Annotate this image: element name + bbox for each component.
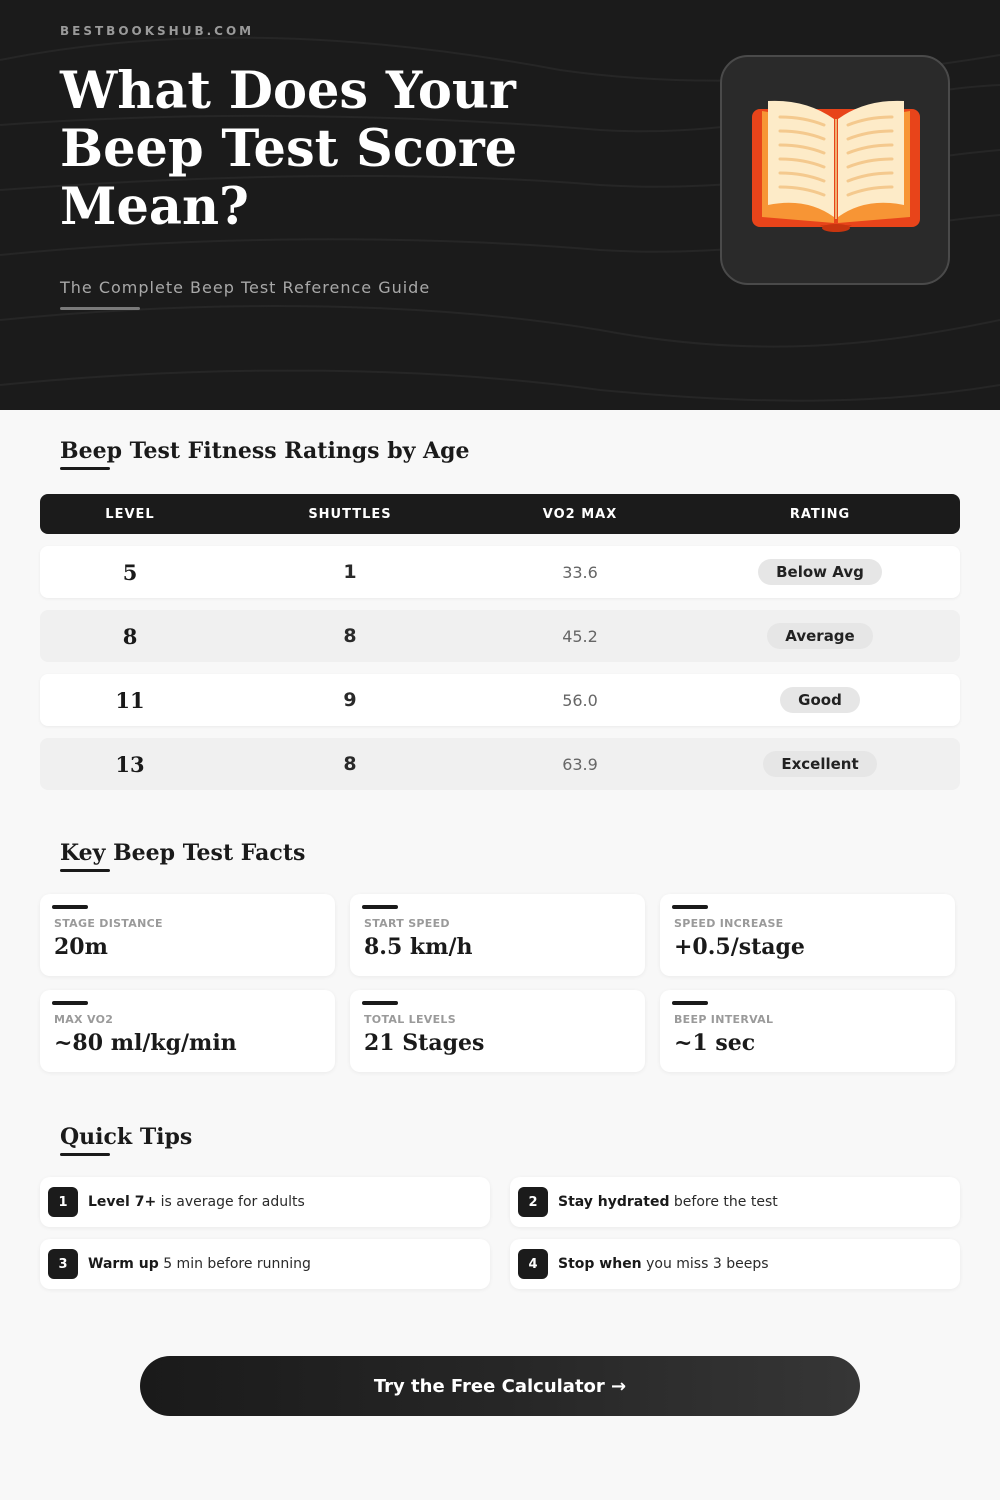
tip-item: [510, 1239, 960, 1289]
rating-badge: Average: [767, 623, 872, 649]
ratings-section-title: Beep Test Fitness Ratings by Age: [60, 438, 470, 464]
rating-badge: Good: [780, 687, 860, 713]
fact-label: MAX VO2: [54, 1013, 114, 1026]
cell-vo2: 45.2: [562, 626, 598, 646]
tip-number-badge: 1: [48, 1187, 78, 1217]
hero-banner: [0, 0, 1000, 410]
tip-item: [40, 1177, 490, 1227]
fact-card-beep-interval: [660, 990, 955, 1072]
table-row: [40, 610, 960, 662]
free-calculator-button[interactable]: Try the Free Calculator →: [140, 1356, 860, 1416]
fact-accent-bar: [672, 1001, 708, 1005]
section-title-underline: [60, 869, 110, 872]
header-level: LEVEL: [105, 506, 155, 522]
fact-accent-bar: [52, 905, 88, 909]
fact-label: START SPEED: [364, 917, 450, 930]
cell-shuttles: 8: [343, 625, 357, 647]
site-brand: BESTBOOKSHUB.COM: [60, 24, 255, 38]
tip-rest: is average for adults: [156, 1194, 305, 1210]
cell-level: 5: [122, 559, 138, 585]
fact-card-stage-distance: [40, 894, 335, 976]
cell-vo2: 56.0: [562, 690, 598, 710]
rating-badge: Below Avg: [758, 559, 882, 585]
fact-card-speed-increase: [660, 894, 955, 976]
section-title-underline: [60, 467, 110, 470]
cell-level: 8: [122, 623, 138, 649]
table-row: [40, 674, 960, 726]
open-book-icon: [750, 97, 922, 237]
tip-text: [558, 1256, 769, 1272]
fact-accent-bar: [52, 1001, 88, 1005]
fact-value: 8.5 km/h: [364, 934, 473, 960]
fact-value: +0.5/stage: [674, 934, 805, 960]
page-title: What Does Your Beep Test Score Mean?: [60, 61, 518, 237]
tip-highlight: Stay hydrated: [558, 1194, 670, 1210]
fact-card-total-levels: [350, 990, 645, 1072]
table-row: [40, 738, 960, 790]
fact-label: TOTAL LEVELS: [364, 1013, 456, 1026]
tip-rest: 5 min before running: [158, 1256, 311, 1272]
cell-shuttles: 9: [343, 689, 357, 711]
fact-accent-bar: [672, 905, 708, 909]
fact-value: ~80 ml/kg/min: [54, 1030, 237, 1056]
tip-number-badge: 3: [48, 1249, 78, 1279]
cell-level: 11: [115, 687, 145, 713]
cell-vo2: 33.6: [562, 562, 598, 582]
tip-highlight: Stop when: [558, 1256, 642, 1272]
subtitle-underline: [60, 307, 140, 310]
fact-card-max-vo2: [40, 990, 335, 1072]
tip-rest: before the test: [669, 1194, 778, 1210]
tip-item: [510, 1177, 960, 1227]
cell-vo2: 63.9: [562, 754, 598, 774]
fact-label: SPEED INCREASE: [674, 917, 784, 930]
fact-accent-bar: [362, 1001, 398, 1005]
cell-shuttles: 8: [343, 753, 357, 775]
fact-card-start-speed: [350, 894, 645, 976]
rating-badge: Excellent: [763, 751, 876, 777]
tip-text: [88, 1256, 311, 1272]
page-subtitle: The Complete Beep Test Reference Guide: [60, 278, 431, 297]
tip-highlight: Level 7+: [88, 1194, 157, 1210]
header-shuttles: SHUTTLES: [308, 506, 392, 522]
tip-number-badge: 4: [518, 1249, 548, 1279]
tip-text: [88, 1194, 305, 1210]
fact-value: ~1 sec: [674, 1030, 756, 1056]
fact-accent-bar: [362, 905, 398, 909]
book-icon-tile: [720, 55, 950, 285]
tip-highlight: Warm up: [88, 1256, 159, 1272]
ratings-table-header: [40, 494, 960, 534]
tip-item: [40, 1239, 490, 1289]
fact-value: 21 Stages: [364, 1030, 485, 1056]
tip-number-badge: 2: [518, 1187, 548, 1217]
table-row: [40, 546, 960, 598]
facts-section-title: Key Beep Test Facts: [60, 840, 306, 866]
tip-rest: you miss 3 beeps: [641, 1256, 769, 1272]
fact-value: 20m: [54, 934, 108, 960]
section-title-underline: [60, 1153, 110, 1156]
header-rating: RATING: [789, 506, 851, 522]
cell-shuttles: 1: [343, 561, 357, 583]
fact-label: BEEP INTERVAL: [674, 1013, 774, 1026]
cell-level: 13: [115, 751, 145, 777]
tips-section-title: Quick Tips: [60, 1124, 193, 1150]
header-vo2-max: VO2 MAX: [542, 506, 618, 522]
tip-text: [558, 1194, 778, 1210]
fact-label: STAGE DISTANCE: [54, 917, 163, 930]
